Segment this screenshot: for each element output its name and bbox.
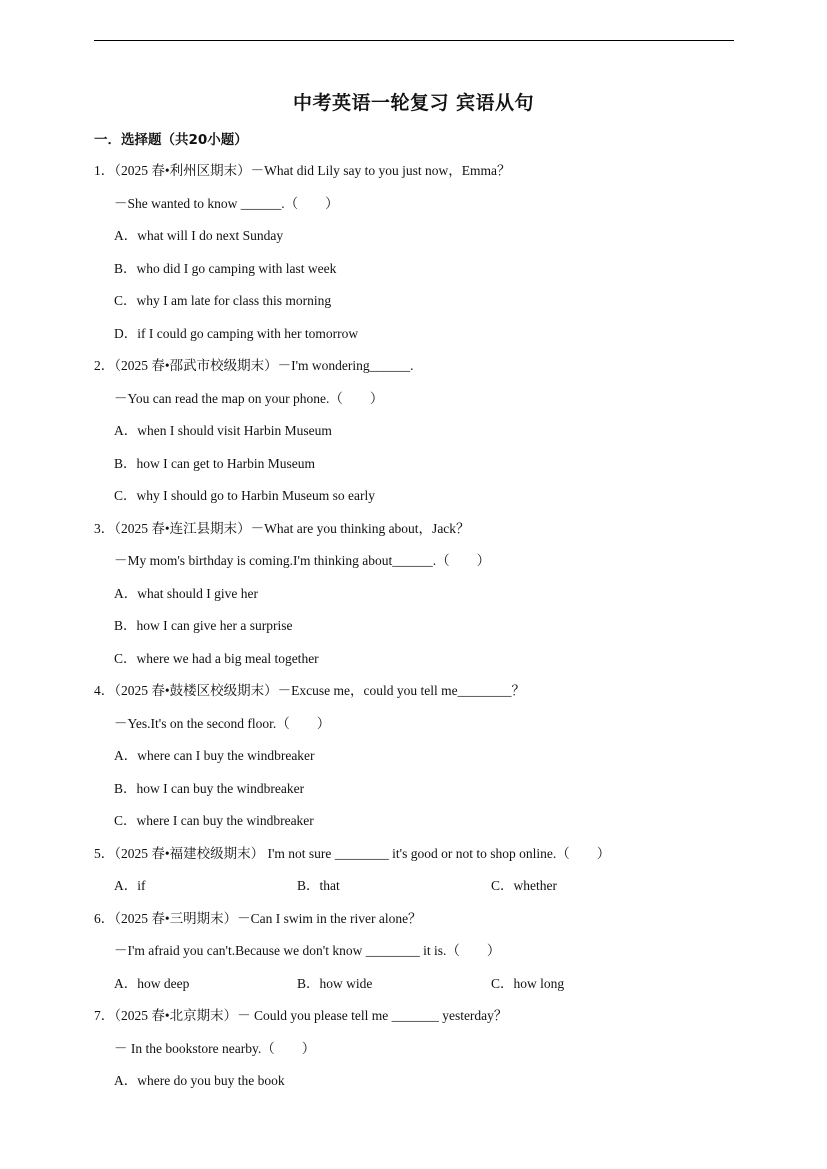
question-4: 4．（2025 春•鼓楼区校级期末）－Excuse me，could you tell me________？	[94, 683, 526, 698]
question-1: 1．（2025 春•利州区期末）－What did Lily say to you just now，Emma？	[94, 163, 511, 178]
question-3-option-a: A．what should I give her	[114, 586, 258, 601]
question-3: 3．（2025 春•连江县期末）－What are you thinking about，Jack？	[94, 521, 470, 536]
page-title: 中考英语一轮复习 宾语从句	[292, 92, 535, 114]
question-6: 6．（2025 春•三明期末）－Can I swim in the river alone？	[94, 911, 422, 926]
question-5-option-a: A．if	[114, 878, 146, 893]
question-4-dialog: －Yes.It's on the second floor.（ ）	[114, 716, 331, 731]
question-2-dialog: －You can read the map on your phone.（ ）	[114, 391, 384, 406]
question-5: 5．（2025 春•福建校级期末） I'm not sure ________ it's good or not to shop online.（ ）	[94, 846, 611, 861]
question-6-option-b: B．how wide	[297, 976, 373, 991]
question-4-option-c: C．where I can buy the windbreaker	[114, 813, 314, 828]
section-heading: 一．选择题（共20小题）	[94, 132, 248, 148]
question-2-option-a: A．when I should visit Harbin Museum	[114, 423, 332, 438]
question-2-option-b: B．how I can get to Harbin Museum	[114, 456, 315, 471]
question-6-dialog: －I'm afraid you can't.Because we don't know ________ it is.（ ）	[114, 943, 501, 958]
question-7: 7．（2025 春•北京期末）－ Could you please tell me _______ yesterday？	[94, 1008, 508, 1023]
question-1-option-a: A．what will I do next Sunday	[114, 228, 284, 243]
question-4-option-b: B．how I can buy the windbreaker	[114, 781, 305, 796]
question-1-option-b: B．who did I go camping with last week	[114, 261, 337, 276]
question-1-option-d: D．if I could go camping with her tomorrow	[114, 326, 359, 341]
question-2: 2．（2025 春•邵武市校级期末）－I'm wondering______.	[94, 358, 414, 373]
header-rule	[94, 40, 734, 41]
question-6-option-c: C．how long	[491, 976, 565, 991]
question-3-option-b: B．how I can give her a surprise	[114, 618, 293, 633]
question-2-option-c: C．why I should go to Harbin Museum so early	[114, 488, 375, 503]
question-4-option-a: A．where can I buy the windbreaker	[114, 748, 315, 763]
question-3-dialog: －My mom's birthday is coming.I'm thinking about______.（ ）	[114, 553, 491, 568]
question-7-dialog: － In the bookstore nearby.（ ）	[114, 1041, 316, 1056]
question-1-dialog: －She wanted to know ______.（ ）	[114, 196, 339, 211]
question-5-option-c: C．whether	[491, 878, 557, 893]
question-5-option-b: B．that	[297, 878, 340, 893]
question-3-option-c: C．where we had a big meal together	[114, 651, 319, 666]
question-1-option-c: C．why I am late for class this morning	[114, 293, 332, 308]
question-7-option-a: A．where do you buy the book	[114, 1073, 285, 1088]
question-6-option-a: A．how deep	[114, 976, 190, 991]
